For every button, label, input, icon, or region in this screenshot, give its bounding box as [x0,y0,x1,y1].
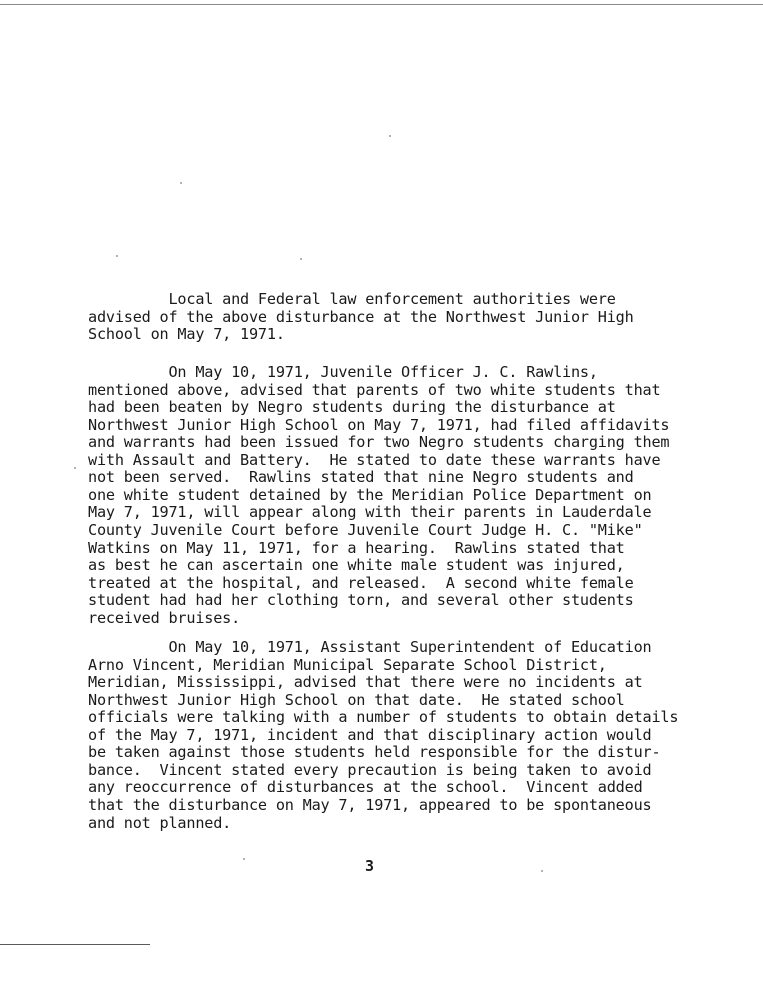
scan-speck [74,467,76,469]
scan-speck [116,255,118,257]
paragraph-law-enforcement-line: School on May 7, 1971. [88,325,285,344]
scan-speck [243,858,245,860]
paragraph-rawlins-line: Northwest Junior High School on May 7, 1971, had filed affidavits [88,415,670,434]
paragraph-rawlins-line: treated at the hospital, and released. A second white female [88,573,634,592]
bottom-edge-rule [0,944,150,945]
paragraph-rawlins-line: County Juvenile Court before Juvenile Court Judge H. C. "Mike" [88,520,643,539]
paragraph-vincent-line: On May 10, 1971, Assistant Superintendent of Education [88,638,652,656]
paragraph-rawlins-line: May 7, 1971, will appear along with their parents in Lauderdale [88,503,652,522]
paragraph-vincent-line: be taken against those students held responsible for the distur- [88,743,661,762]
paragraph-law-enforcement-line: advised of the above disturbance at the Northwest Junior High [88,307,634,326]
paragraph-vincent-line: Northwest Junior High School on that date. He stated school [88,690,625,709]
page-number: 3 [365,857,375,875]
paragraph-rawlins-line: On May 10, 1971, Juvenile Officer J. C. Rawlins, [88,363,598,381]
paragraph-rawlins-line: mentioned above, advised that parents of two white students that [88,380,661,399]
scan-speck [180,182,182,184]
scan-speck [389,135,391,137]
paragraph-rawlins-line: with Assault and Battery. He stated to date these warrants have [88,450,661,469]
paragraph-vincent-line: Arno Vincent, Meridian Municipal Separate School District, [88,655,607,674]
paragraph-rawlins-line: and warrants had been issued for two Negro students charging them [88,433,670,452]
paragraph-vincent-line: that the disturbance on May 7, 1971, appeared to be spontaneous [88,795,652,814]
scan-speck [541,870,543,872]
top-edge-rule [0,4,763,5]
paragraph-law-enforcement-line: Local and Federal law enforcement authorities were [88,290,616,308]
paragraph-rawlins-line: not been served. Rawlins stated that nine Negro students and [88,468,634,487]
paragraph-vincent-line: Meridian, Mississippi, advised that there were no incidents at [88,673,643,692]
paragraph-vincent-line: any reoccurrence of disturbances at the school. Vincent added [88,778,643,797]
paragraph-vincent-line: bance. Vincent stated every precaution is being taken to avoid [88,760,652,779]
paragraph-rawlins-line: student had had her clothing torn, and several other students [88,591,634,610]
paragraph-rawlins-line: had been beaten by Negro students during the disturbance at [88,398,616,417]
paragraph-vincent-line: of the May 7, 1971, incident and that disciplinary action would [88,725,652,744]
paragraph-rawlins-line: as best he can ascertain one white male student was injured, [88,556,625,575]
paragraph-vincent-line: officials were talking with a number of students to obtain details [88,708,679,727]
paragraph-rawlins-line: one white student detained by the Meridian Police Department on [88,485,652,504]
paragraph-rawlins-line: Watkins on May 11, 1971, for a hearing. Rawlins stated that [88,538,625,557]
paragraph-vincent-line: and not planned. [88,813,232,832]
scan-speck [300,258,302,260]
paragraph-rawlins-line: received bruises. [88,608,241,627]
